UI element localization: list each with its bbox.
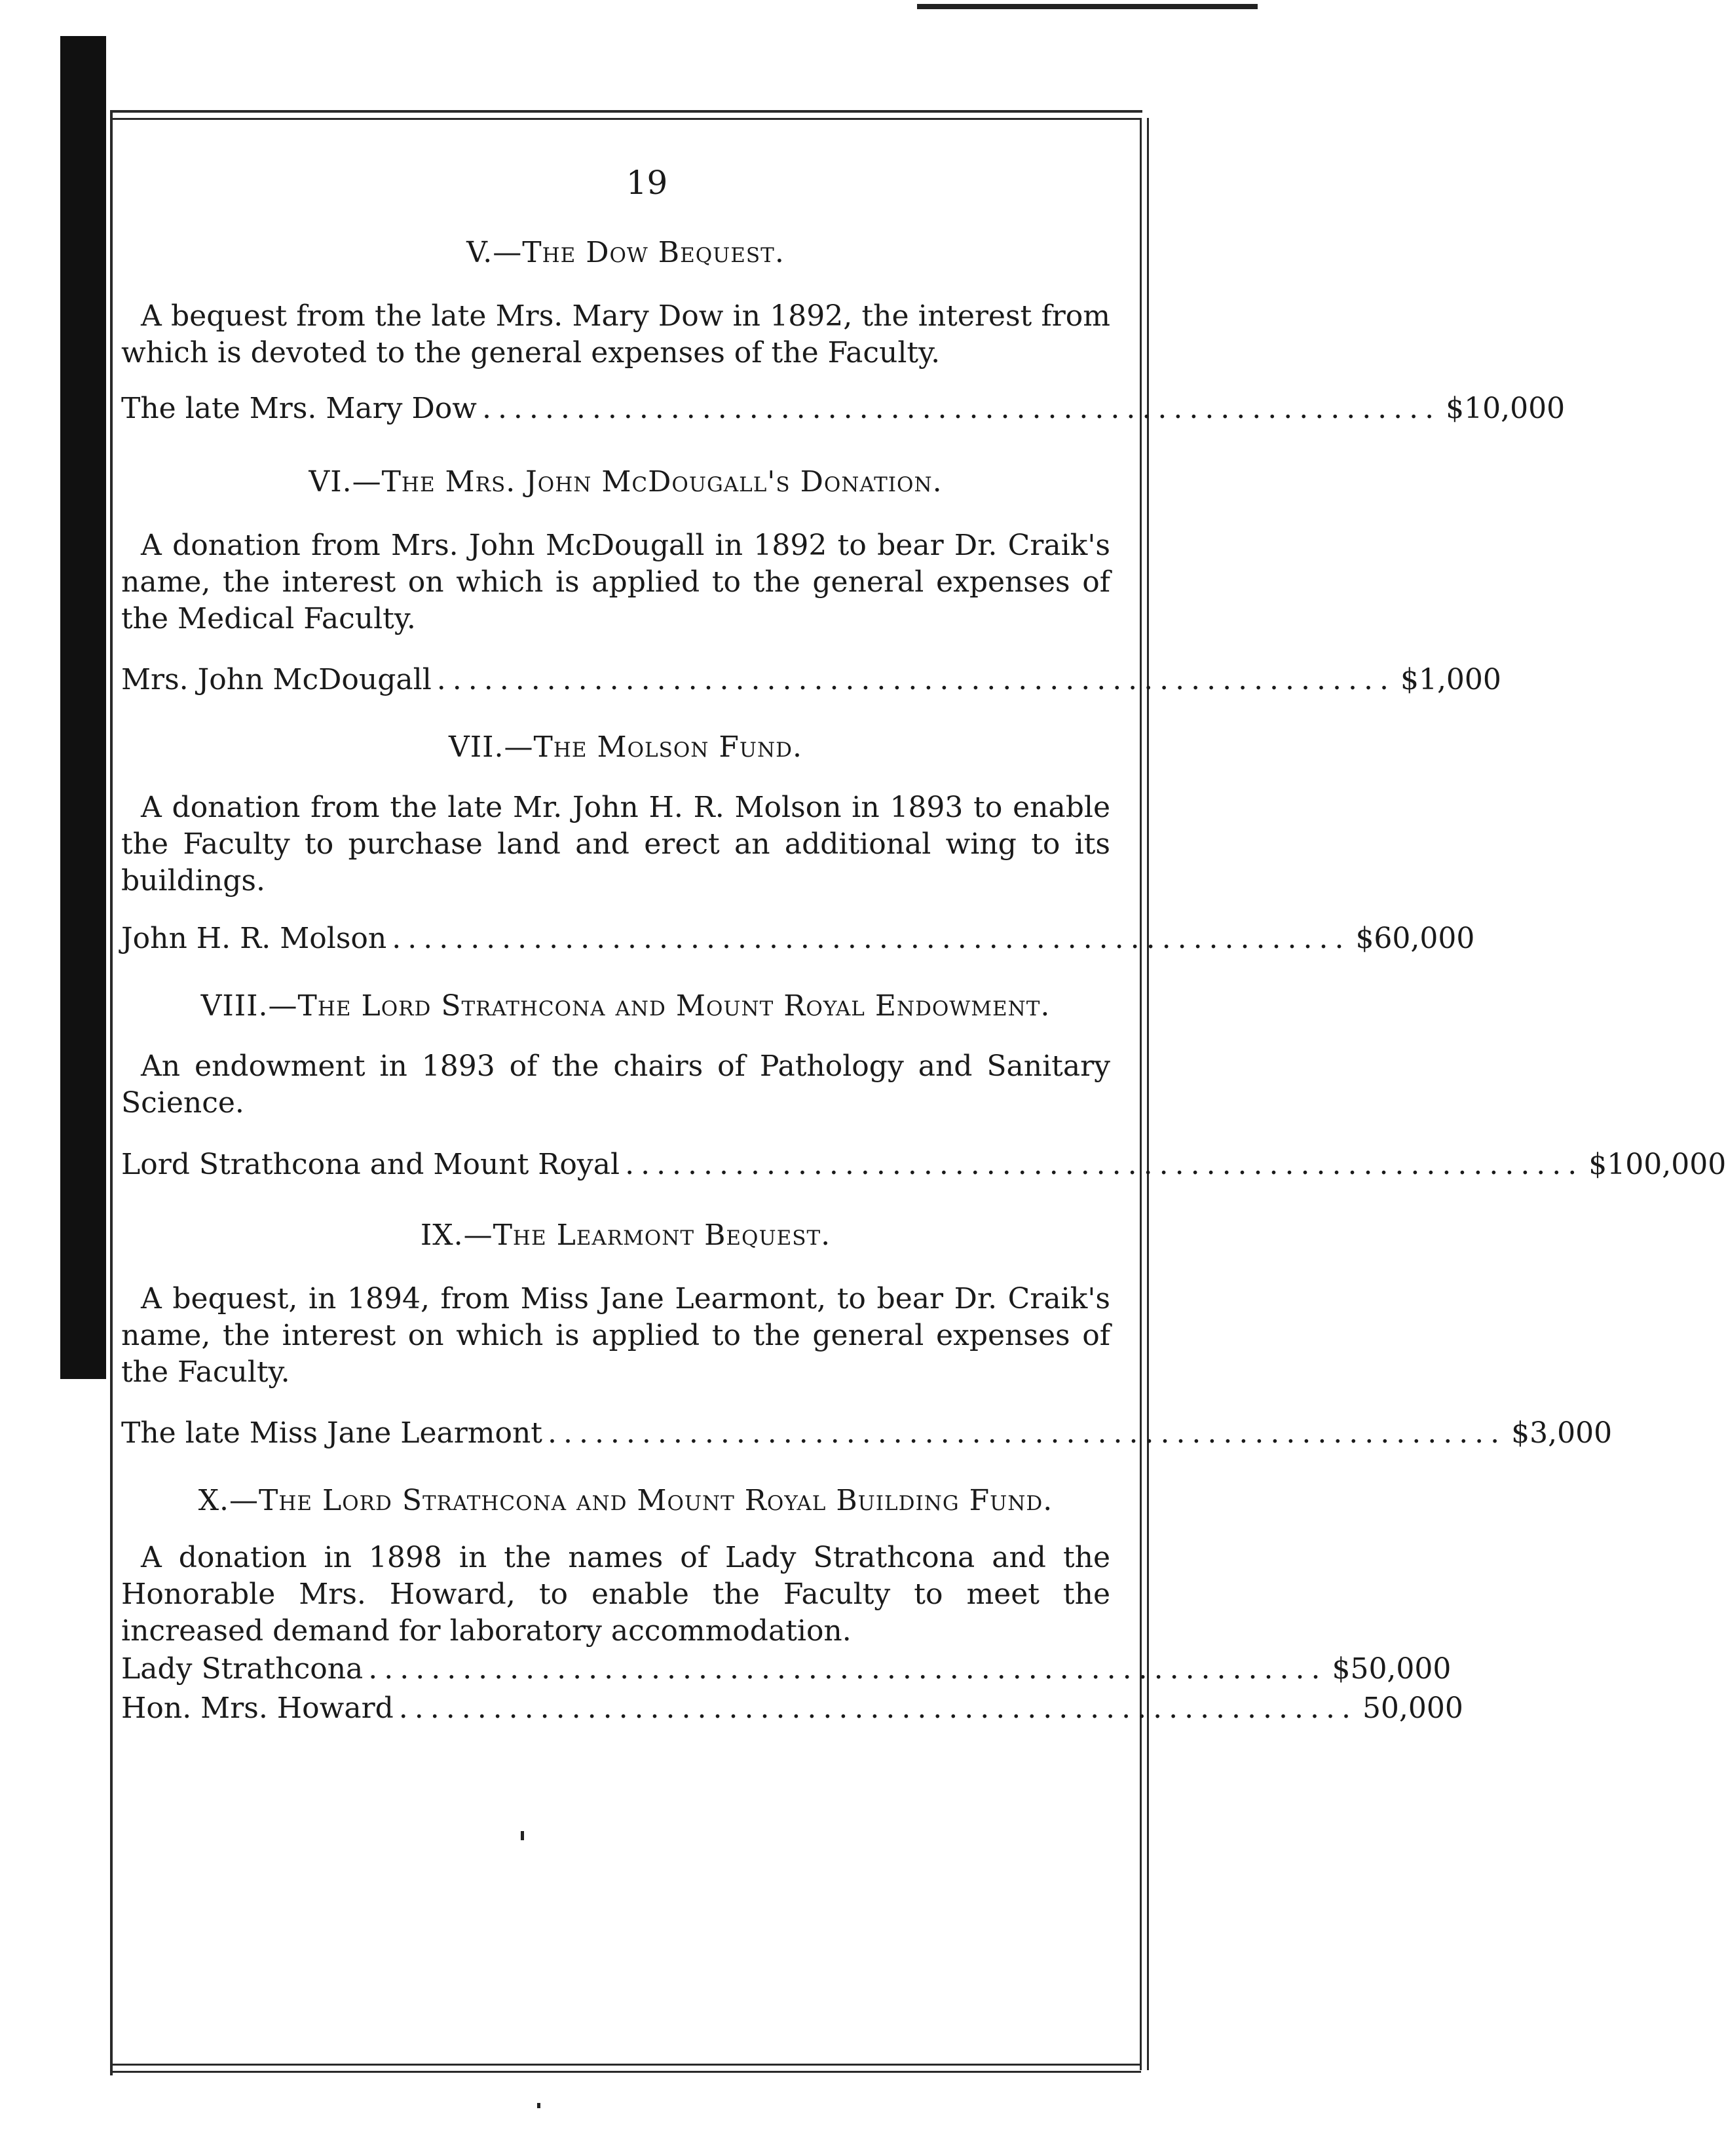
section-paragraph: A bequest, in 1894, from Miss Jane Learmont, to bear Dr. Craik's name, the interest on which is applied to the general expenses of the Faculty. [121, 1282, 1110, 1389]
leader-dots: ............................................................. [481, 392, 1441, 425]
donation-entry [121, 1651, 1452, 1688]
section-paragraph: A donation from the late Mr. John H. R. Molson in 1893 to enable the Faculty to purchase land and erect an additional wing to its buildings. [121, 791, 1110, 898]
leader-dots: ............................................................. [392, 922, 1351, 955]
donation-entry [121, 1415, 1613, 1452]
leader-dots: ............................................................. [368, 1652, 1327, 1686]
book-spine-shadow [60, 36, 106, 1379]
section-paragraph: A donation from Mrs. John McDougall in 1892 to bear Dr. Craik's name, the interest on which is applied to the general expenses of the Medical Faculty. [121, 529, 1110, 635]
donor-name: Lord Strathcona and Mount Royal [121, 1148, 620, 1181]
section-heading: IX.—The Learmont Bequest. [420, 1219, 831, 1252]
leader-dots: ............................................................. [625, 1148, 1584, 1181]
leader-dots: ............................................................. [436, 663, 1395, 696]
section-paragraph: An endowment in 1893 of the chairs of Pathology and Sanitary Science. [121, 1050, 1110, 1120]
section-heading: V.—The Dow Bequest. [466, 236, 785, 269]
donation-entry [121, 920, 1475, 957]
donor-name: Hon. Mrs. Howard [121, 1692, 394, 1725]
donor-name: Lady Strathcona [121, 1652, 364, 1686]
donor-name: The late Miss Jane Learmont [121, 1416, 542, 1450]
donation-amount: $3,000 [1511, 1416, 1613, 1450]
section-heading: VII.—The Molson Fund. [449, 730, 802, 764]
donation-entry [121, 1690, 1463, 1727]
leader-dots: ............................................................. [398, 1692, 1357, 1725]
donation-amount: $60,000 [1355, 922, 1475, 955]
donation-entry [121, 1146, 1726, 1183]
donation-amount: 50,000 [1362, 1692, 1463, 1725]
donation-amount: $50,000 [1332, 1652, 1452, 1686]
section-paragraph: A donation in 1898 in the names of Lady Strathcona and the Honorable Mrs. Howard, to enable the Faculty to meet the increased demand for laboratory accommodation. [121, 1541, 1110, 1648]
section-heading: VIII.—The Lord Strathcona and Mount Royal Endowment. [200, 989, 1051, 1023]
ink-speck [521, 1831, 524, 1840]
section-heading: X.—The Lord Strathcona and Mount Royal Building Fund. [198, 1484, 1053, 1517]
section-paragraph: A bequest from the late Mrs. Mary Dow in 1892, the interest from which is devoted to the general expenses of the Faculty. [121, 299, 1110, 369]
donor-name: The late Mrs. Mary Dow [121, 392, 477, 425]
page-frame-inner-top [113, 118, 1141, 120]
donation-entry [121, 662, 1501, 698]
donation-amount: $1,000 [1400, 663, 1501, 696]
ink-speck [537, 2103, 540, 2108]
donor-name: Mrs. John McDougall [121, 663, 432, 696]
page-number: 19 [626, 164, 668, 202]
donor-name: John H. R. Molson [121, 922, 387, 955]
donation-amount: $100,000 [1588, 1148, 1726, 1181]
donation-entry [121, 390, 1566, 427]
page-frame-bottom [113, 2064, 1141, 2073]
donation-amount: $10,000 [1446, 392, 1566, 425]
section-heading: VI.—The Mrs. John McDougall's Donation. [309, 465, 943, 499]
top-scan-line [917, 4, 1258, 9]
leader-dots: ............................................................. [547, 1416, 1507, 1450]
